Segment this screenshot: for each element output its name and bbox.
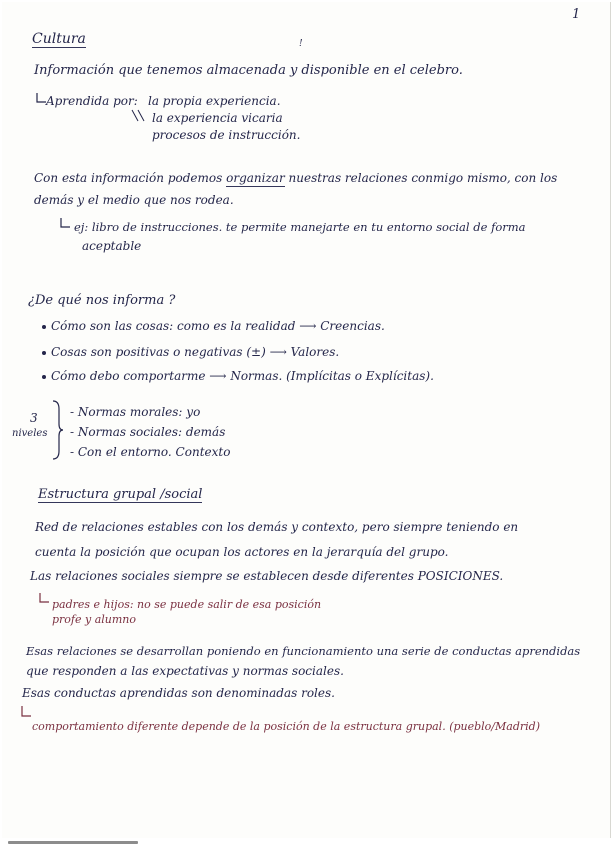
informs-item-text: Cosas son positivas o negativas (±) ⟶ Valores. — [51, 345, 340, 359]
learned-lead: Aprendida por: — [46, 94, 138, 108]
structure-line-1: Red de relaciones estables con los demás y contexto, pero siempre teniendo en — [35, 520, 519, 534]
positions-line: Las relaciones sociales siempre se establecen desde diferentes POSICIONES. — [30, 569, 504, 583]
levels-label-number: 3 — [30, 411, 38, 425]
arrow-icon — [59, 217, 71, 230]
example-red-line-2: profe y alumno — [52, 613, 137, 626]
informs-item-text: Cómo debo comportarme ⟶ Normas. (Implícitas o Explícitas). — [51, 369, 434, 383]
final-red-line: comportamiento diferente depende de la posición de la estructura grupal. (pueblo/Madrid) — [32, 720, 540, 733]
bullet-icon — [42, 375, 46, 379]
organize-line-1b: nuestras relaciones conmigo mismo, con los — [288, 171, 558, 185]
organize-line-1 — [34, 172, 557, 184]
scan-edge-mark — [8, 841, 138, 844]
learned-item-instruction: procesos de instrucción. — [152, 128, 301, 142]
question-heading: ¿De qué nos informa ? — [28, 293, 176, 308]
organize-line-2: demás y el medio que nos rodea. — [34, 193, 234, 207]
levels-label-word: niveles — [12, 428, 48, 439]
page-bottom-edge — [0, 838, 616, 848]
section-title-structure: Estructura grupal /social — [38, 487, 203, 502]
organize-word: organizar — [226, 171, 285, 185]
section-title-cultura: Cultura — [32, 31, 86, 47]
organize-line-1a: Con esta información podemos — [34, 171, 223, 185]
learned-item-own-experience: la propia experiencia. — [148, 94, 281, 108]
roles-line: Esas conductas aprendidas son denominadas roles. — [22, 686, 335, 700]
arrow-icon — [38, 592, 50, 605]
informs-item — [42, 370, 434, 382]
example-line-1: ej: libro de instrucciones. te permite manejarte en tu entorno social de forma — [74, 220, 526, 234]
bullet-icon — [42, 325, 46, 329]
arrow-icon — [20, 705, 32, 719]
example-red-line-1: padres e hijos: no se puede salir de esa posición — [52, 598, 322, 611]
level-item-social: - Normas sociales: demás — [70, 425, 226, 439]
behaviours-line-1: Esas relaciones se desarrollan poniendo en funcionamiento una serie de conductas aprendidas — [26, 644, 581, 658]
learned-item-vicarious: la experiencia vicaria — [152, 111, 283, 125]
behaviours-line-2: que responden a las expectativas y normas sociales. — [26, 664, 344, 678]
example-line-2: aceptable — [82, 239, 142, 253]
structure-line-2: cuenta la posición que ocupan los actores en la jerarquía del grupo. — [35, 545, 449, 559]
curly-brace-icon — [50, 399, 64, 461]
definition-text: Información que tenemos almacenada y disponible en el celebro. — [34, 63, 463, 78]
level-item-moral: - Normas morales: yo — [70, 405, 201, 419]
informs-item-text: Cómo son las cosas: como es la realidad ⟶ Creencias. — [51, 319, 385, 333]
informs-item — [42, 320, 385, 332]
bullet-icon — [42, 351, 46, 355]
notebook-page — [2, 2, 611, 840]
bracket-icon — [129, 108, 149, 122]
stray-mark: ! — [299, 39, 303, 49]
level-item-context: - Con el entorno. Contexto — [70, 445, 231, 459]
page-number: 1 — [572, 7, 581, 22]
informs-item — [42, 346, 339, 358]
